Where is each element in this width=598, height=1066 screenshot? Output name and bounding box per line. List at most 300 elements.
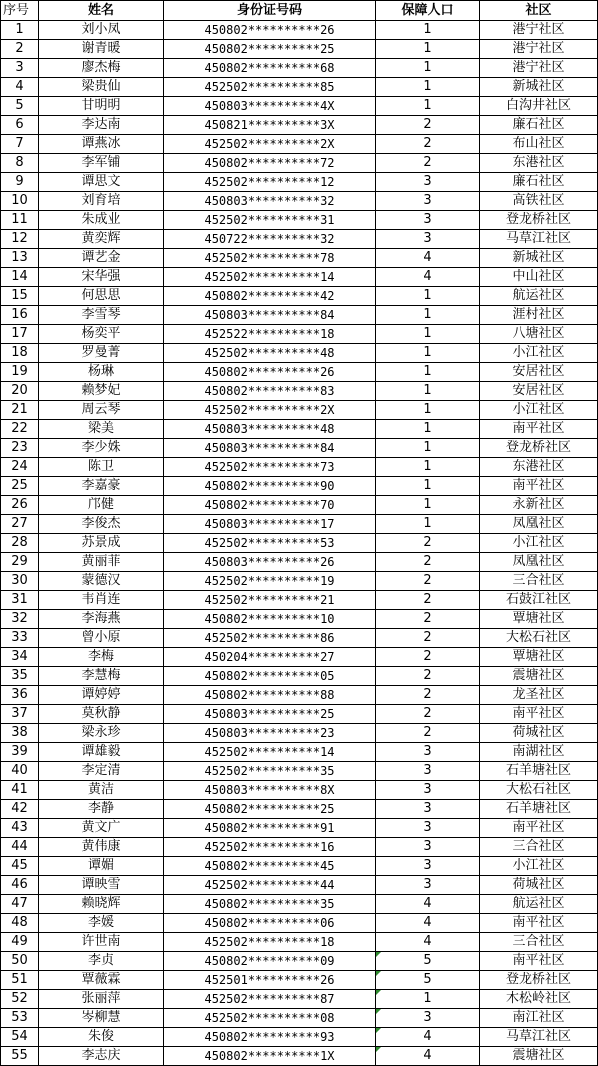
cell-household-size: 1 — [376, 382, 480, 401]
cell-name: 谢青暖 — [39, 40, 164, 59]
cell-community: 大松石社区 — [480, 629, 598, 648]
cell-household-size: 1 — [376, 496, 480, 515]
cell-name: 廖杰梅 — [39, 59, 164, 78]
table-row — [1, 458, 598, 477]
cell-name: 谭思文 — [39, 173, 164, 192]
cell-household-size: 2 — [376, 591, 480, 610]
cell-id-number: 450803**********84 — [164, 306, 376, 325]
cell-index: 48 — [1, 914, 39, 933]
cell-index: 46 — [1, 876, 39, 895]
table-row — [1, 990, 598, 1009]
table-row — [1, 572, 598, 591]
cell-household-size: 4 — [376, 249, 480, 268]
cell-community: 涯村社区 — [480, 306, 598, 325]
cell-id-number: 450803**********32 — [164, 192, 376, 211]
cell-id-number: 452502**********85 — [164, 78, 376, 97]
cell-household-size: 2 — [376, 724, 480, 743]
cell-id-number: 452502**********53 — [164, 534, 376, 553]
table-row — [1, 496, 598, 515]
cell-community: 覃塘社区 — [480, 648, 598, 667]
cell-community: 永新社区 — [480, 496, 598, 515]
cell-household-size: 4 — [376, 268, 480, 287]
cell-index: 19 — [1, 363, 39, 382]
cell-household-size: 1 — [376, 40, 480, 59]
cell-id-number: 452502**********14 — [164, 743, 376, 762]
cell-id-number: 450802**********88 — [164, 686, 376, 705]
cell-community: 小江社区 — [480, 857, 598, 876]
table-row — [1, 382, 598, 401]
cell-id-number: 452502**********19 — [164, 572, 376, 591]
cell-household-size: 3 — [376, 1009, 480, 1028]
cell-id-number: 450802**********70 — [164, 496, 376, 515]
cell-community: 中山社区 — [480, 268, 598, 287]
table-row — [1, 1009, 598, 1028]
cell-community: 东港社区 — [480, 154, 598, 173]
cell-name: 苏景成 — [39, 534, 164, 553]
cell-community: 震塘社区 — [480, 667, 598, 686]
cell-community: 石羊塘社区 — [480, 800, 598, 819]
cell-community: 八塘社区 — [480, 325, 598, 344]
cell-name: 李嘉豪 — [39, 477, 164, 496]
cell-name: 刘育培 — [39, 192, 164, 211]
cell-name: 黄奕辉 — [39, 230, 164, 249]
cell-name: 李贞 — [39, 952, 164, 971]
cell-id-number: 450802**********42 — [164, 287, 376, 306]
cell-id-number: 452502**********2X — [164, 401, 376, 420]
table-row — [1, 1047, 598, 1066]
cell-community: 三合社区 — [480, 933, 598, 952]
cell-index: 4 — [1, 78, 39, 97]
cell-household-size: 4 — [376, 933, 480, 952]
cell-household-size: 3 — [376, 173, 480, 192]
cell-community: 马草江社区 — [480, 1028, 598, 1047]
table-row — [1, 78, 598, 97]
comment-flag-icon — [376, 971, 381, 976]
cell-household-size: 3 — [376, 857, 480, 876]
table-row — [1, 591, 598, 610]
cell-household-size: 4 — [376, 1028, 480, 1047]
cell-household-size: 2 — [376, 610, 480, 629]
cell-index: 36 — [1, 686, 39, 705]
cell-index: 21 — [1, 401, 39, 420]
cell-community: 登龙桥社区 — [480, 971, 598, 990]
cell-id-number: 450802**********45 — [164, 857, 376, 876]
header-name: 姓名 — [39, 1, 164, 21]
cell-id-number: 450802**********09 — [164, 952, 376, 971]
cell-name: 李定清 — [39, 762, 164, 781]
table-row — [1, 534, 598, 553]
cell-index: 47 — [1, 895, 39, 914]
cell-name: 李媛 — [39, 914, 164, 933]
table-row — [1, 933, 598, 952]
table-row — [1, 173, 598, 192]
cell-index: 24 — [1, 458, 39, 477]
cell-household-size: 2 — [376, 705, 480, 724]
cell-id-number: 450803**********48 — [164, 420, 376, 439]
table-row — [1, 59, 598, 78]
cell-name: 甘明明 — [39, 97, 164, 116]
cell-household-size: 2 — [376, 686, 480, 705]
cell-household-size: 1 — [376, 439, 480, 458]
cell-community: 南平社区 — [480, 819, 598, 838]
cell-index: 51 — [1, 971, 39, 990]
cell-id-number: 450802**********35 — [164, 895, 376, 914]
cell-community: 港宁社区 — [480, 59, 598, 78]
table-row — [1, 344, 598, 363]
cell-index: 11 — [1, 211, 39, 230]
cell-community: 荷城社区 — [480, 876, 598, 895]
cell-name: 许世南 — [39, 933, 164, 952]
table-row — [1, 287, 598, 306]
cell-id-number: 450802**********83 — [164, 382, 376, 401]
table-row — [1, 154, 598, 173]
cell-community: 登龙桥社区 — [480, 211, 598, 230]
cell-household-size: 1 — [376, 363, 480, 382]
cell-id-number: 450802**********10 — [164, 610, 376, 629]
cell-id-number: 452502**********86 — [164, 629, 376, 648]
table-row — [1, 249, 598, 268]
cell-community: 安居社区 — [480, 382, 598, 401]
cell-household-size: 1 — [376, 306, 480, 325]
cell-name: 覃薇霖 — [39, 971, 164, 990]
cell-id-number: 450803**********8X — [164, 781, 376, 800]
cell-index: 28 — [1, 534, 39, 553]
table-row — [1, 477, 598, 496]
cell-community: 新城社区 — [480, 78, 598, 97]
cell-community: 港宁社区 — [480, 40, 598, 59]
cell-household-size: 1 — [376, 515, 480, 534]
table-row — [1, 724, 598, 743]
cell-community: 木松岭社区 — [480, 990, 598, 1009]
cell-name: 邝健 — [39, 496, 164, 515]
cell-id-number: 452501**********26 — [164, 971, 376, 990]
cell-community: 大松石社区 — [480, 781, 598, 800]
table-row — [1, 192, 598, 211]
header-row — [1, 1, 598, 21]
cell-id-number: 450802**********26 — [164, 21, 376, 40]
table-row — [1, 952, 598, 971]
table-row — [1, 648, 598, 667]
cell-id-number: 452502**********08 — [164, 1009, 376, 1028]
cell-index: 54 — [1, 1028, 39, 1047]
cell-index: 1 — [1, 21, 39, 40]
cell-index: 42 — [1, 800, 39, 819]
cell-id-number: 452502**********78 — [164, 249, 376, 268]
cell-household-size: 2 — [376, 629, 480, 648]
header-household-size: 保障人口 — [376, 1, 480, 21]
cell-household-size: 2 — [376, 648, 480, 667]
cell-id-number: 452502**********21 — [164, 591, 376, 610]
table-row — [1, 762, 598, 781]
cell-id-number: 452522**********18 — [164, 325, 376, 344]
cell-id-number: 450803**********25 — [164, 705, 376, 724]
cell-community: 小江社区 — [480, 401, 598, 420]
comment-flag-icon — [376, 1028, 381, 1033]
cell-id-number: 450802**********06 — [164, 914, 376, 933]
table-row — [1, 914, 598, 933]
cell-index: 55 — [1, 1047, 39, 1066]
cell-name: 陈卫 — [39, 458, 164, 477]
cell-id-number: 450803**********4X — [164, 97, 376, 116]
cell-id-number: 450802**********90 — [164, 477, 376, 496]
cell-community: 南平社区 — [480, 705, 598, 724]
cell-id-number: 452502**********14 — [164, 268, 376, 287]
cell-name: 刘小凤 — [39, 21, 164, 40]
cell-index: 17 — [1, 325, 39, 344]
cell-name: 杨奕平 — [39, 325, 164, 344]
cell-community: 石羊塘社区 — [480, 762, 598, 781]
cell-name: 宋华强 — [39, 268, 164, 287]
table-row — [1, 857, 598, 876]
cell-index: 20 — [1, 382, 39, 401]
cell-id-number: 452502**********16 — [164, 838, 376, 857]
cell-community: 航运社区 — [480, 287, 598, 306]
cell-index: 38 — [1, 724, 39, 743]
comment-flag-icon — [376, 952, 381, 957]
cell-index: 5 — [1, 97, 39, 116]
table-row — [1, 21, 598, 40]
cell-name: 李志庆 — [39, 1047, 164, 1066]
cell-id-number: 450722**********32 — [164, 230, 376, 249]
cell-name: 梁贵仙 — [39, 78, 164, 97]
cell-index: 27 — [1, 515, 39, 534]
cell-name: 李俊杰 — [39, 515, 164, 534]
cell-community: 南平社区 — [480, 952, 598, 971]
cell-index: 34 — [1, 648, 39, 667]
cell-index: 12 — [1, 230, 39, 249]
cell-household-size: 3 — [376, 743, 480, 762]
cell-id-number: 452502**********73 — [164, 458, 376, 477]
cell-community: 马草江社区 — [480, 230, 598, 249]
cell-index: 3 — [1, 59, 39, 78]
cell-household-size: 3 — [376, 781, 480, 800]
cell-id-number: 450803**********84 — [164, 439, 376, 458]
cell-community: 廉石社区 — [480, 116, 598, 135]
table-row — [1, 629, 598, 648]
cell-id-number: 452502**********44 — [164, 876, 376, 895]
cell-id-number: 450802**********25 — [164, 800, 376, 819]
cell-index: 50 — [1, 952, 39, 971]
comment-flag-icon — [376, 1009, 381, 1014]
cell-household-size: 5 — [376, 971, 480, 990]
cell-community: 安居社区 — [480, 363, 598, 382]
cell-community: 覃塘社区 — [480, 610, 598, 629]
cell-index: 40 — [1, 762, 39, 781]
table-row — [1, 1028, 598, 1047]
cell-household-size: 3 — [376, 230, 480, 249]
cell-community: 航运社区 — [480, 895, 598, 914]
table-row — [1, 116, 598, 135]
cell-household-size: 1 — [376, 78, 480, 97]
cell-community: 布山社区 — [480, 135, 598, 154]
cell-name: 谭雄毅 — [39, 743, 164, 762]
cell-index: 35 — [1, 667, 39, 686]
cell-index: 6 — [1, 116, 39, 135]
cell-household-size: 2 — [376, 534, 480, 553]
cell-name: 李海燕 — [39, 610, 164, 629]
table-row — [1, 401, 598, 420]
cell-household-size: 1 — [376, 97, 480, 116]
cell-id-number: 450803**********26 — [164, 553, 376, 572]
header-id-number: 身份证号码 — [164, 1, 376, 21]
cell-community: 凤凰社区 — [480, 515, 598, 534]
cell-id-number: 450802**********68 — [164, 59, 376, 78]
table-row — [1, 268, 598, 287]
cell-community: 港宁社区 — [480, 21, 598, 40]
table-row — [1, 743, 598, 762]
cell-household-size: 2 — [376, 572, 480, 591]
cell-community: 三合社区 — [480, 572, 598, 591]
cell-id-number: 450821**********3X — [164, 116, 376, 135]
cell-name: 黄丽菲 — [39, 553, 164, 572]
cell-name: 黄洁 — [39, 781, 164, 800]
cell-id-number: 450802**********72 — [164, 154, 376, 173]
cell-id-number: 452502**********2X — [164, 135, 376, 154]
cell-name: 周云琴 — [39, 401, 164, 420]
cell-index: 44 — [1, 838, 39, 857]
cell-index: 29 — [1, 553, 39, 572]
cell-id-number: 450802**********25 — [164, 40, 376, 59]
table-row — [1, 838, 598, 857]
table-row — [1, 876, 598, 895]
cell-household-size: 1 — [376, 990, 480, 1009]
cell-community: 石鼓江社区 — [480, 591, 598, 610]
table-row — [1, 667, 598, 686]
cell-community: 荷城社区 — [480, 724, 598, 743]
cell-name: 曾小原 — [39, 629, 164, 648]
table-row — [1, 97, 598, 116]
cell-index: 25 — [1, 477, 39, 496]
cell-name: 梁永珍 — [39, 724, 164, 743]
table-row — [1, 420, 598, 439]
cell-index: 26 — [1, 496, 39, 515]
header-index: 序号 — [1, 1, 39, 21]
cell-index: 45 — [1, 857, 39, 876]
cell-household-size: 1 — [376, 287, 480, 306]
comment-flag-icon — [376, 1047, 381, 1052]
cell-name: 罗曼菁 — [39, 344, 164, 363]
cell-index: 13 — [1, 249, 39, 268]
cell-id-number: 452502**********18 — [164, 933, 376, 952]
cell-household-size: 3 — [376, 211, 480, 230]
comment-flag-icon — [376, 990, 381, 995]
cell-name: 赖晓辉 — [39, 895, 164, 914]
cell-household-size: 5 — [376, 952, 480, 971]
table-row — [1, 363, 598, 382]
cell-community: 龙圣社区 — [480, 686, 598, 705]
cell-index: 2 — [1, 40, 39, 59]
cell-name: 黄文广 — [39, 819, 164, 838]
cell-household-size: 1 — [376, 420, 480, 439]
cell-index: 15 — [1, 287, 39, 306]
cell-household-size: 4 — [376, 914, 480, 933]
cell-household-size: 2 — [376, 154, 480, 173]
cell-community: 三合社区 — [480, 838, 598, 857]
cell-name: 谭艺金 — [39, 249, 164, 268]
cell-id-number: 450802**********91 — [164, 819, 376, 838]
cell-name: 李少姝 — [39, 439, 164, 458]
table-row — [1, 686, 598, 705]
cell-name: 谭映雪 — [39, 876, 164, 895]
table-row — [1, 211, 598, 230]
cell-household-size: 1 — [376, 59, 480, 78]
cell-index: 52 — [1, 990, 39, 1009]
cell-index: 10 — [1, 192, 39, 211]
cell-community: 登龙桥社区 — [480, 439, 598, 458]
cell-index: 43 — [1, 819, 39, 838]
cell-household-size: 1 — [376, 344, 480, 363]
cell-community: 廉石社区 — [480, 173, 598, 192]
cell-index: 41 — [1, 781, 39, 800]
cell-index: 23 — [1, 439, 39, 458]
cell-community: 小江社区 — [480, 534, 598, 553]
cell-index: 7 — [1, 135, 39, 154]
cell-household-size: 2 — [376, 116, 480, 135]
cell-index: 33 — [1, 629, 39, 648]
cell-name: 李达南 — [39, 116, 164, 135]
table-row — [1, 439, 598, 458]
cell-community: 新城社区 — [480, 249, 598, 268]
cell-index: 9 — [1, 173, 39, 192]
cell-id-number: 452502**********35 — [164, 762, 376, 781]
cell-id-number: 450803**********17 — [164, 515, 376, 534]
cell-name: 朱成业 — [39, 211, 164, 230]
cell-community: 南湖社区 — [480, 743, 598, 762]
cell-household-size: 1 — [376, 21, 480, 40]
cell-id-number: 452502**********31 — [164, 211, 376, 230]
cell-name: 杨琳 — [39, 363, 164, 382]
table-row — [1, 40, 598, 59]
cell-name: 谭燕冰 — [39, 135, 164, 154]
table-row — [1, 971, 598, 990]
cell-id-number: 450802**********93 — [164, 1028, 376, 1047]
cell-name: 赖梦妃 — [39, 382, 164, 401]
cell-index: 37 — [1, 705, 39, 724]
table-row — [1, 553, 598, 572]
cell-community: 南江社区 — [480, 1009, 598, 1028]
cell-name: 蒙德汉 — [39, 572, 164, 591]
cell-id-number: 452502**********48 — [164, 344, 376, 363]
table-row — [1, 610, 598, 629]
cell-name: 李梅 — [39, 648, 164, 667]
cell-community: 凤凰社区 — [480, 553, 598, 572]
cell-name: 谭婷婷 — [39, 686, 164, 705]
table-row — [1, 781, 598, 800]
cell-community: 白沟井社区 — [480, 97, 598, 116]
cell-household-size: 1 — [376, 401, 480, 420]
cell-community: 南平社区 — [480, 914, 598, 933]
cell-name: 李军铺 — [39, 154, 164, 173]
cell-index: 8 — [1, 154, 39, 173]
cell-household-size: 3 — [376, 819, 480, 838]
cell-index: 30 — [1, 572, 39, 591]
table-row — [1, 800, 598, 819]
cell-index: 31 — [1, 591, 39, 610]
cell-index: 32 — [1, 610, 39, 629]
cell-index: 49 — [1, 933, 39, 952]
cell-id-number: 452502**********12 — [164, 173, 376, 192]
cell-name: 韦肖连 — [39, 591, 164, 610]
table-row — [1, 135, 598, 154]
cell-name: 岑柳慧 — [39, 1009, 164, 1028]
table-row — [1, 819, 598, 838]
cell-community: 高铁社区 — [480, 192, 598, 211]
cell-name: 莫秋静 — [39, 705, 164, 724]
table-row — [1, 325, 598, 344]
cell-community: 东港社区 — [480, 458, 598, 477]
cell-name: 黄伟康 — [39, 838, 164, 857]
cell-household-size: 3 — [376, 192, 480, 211]
